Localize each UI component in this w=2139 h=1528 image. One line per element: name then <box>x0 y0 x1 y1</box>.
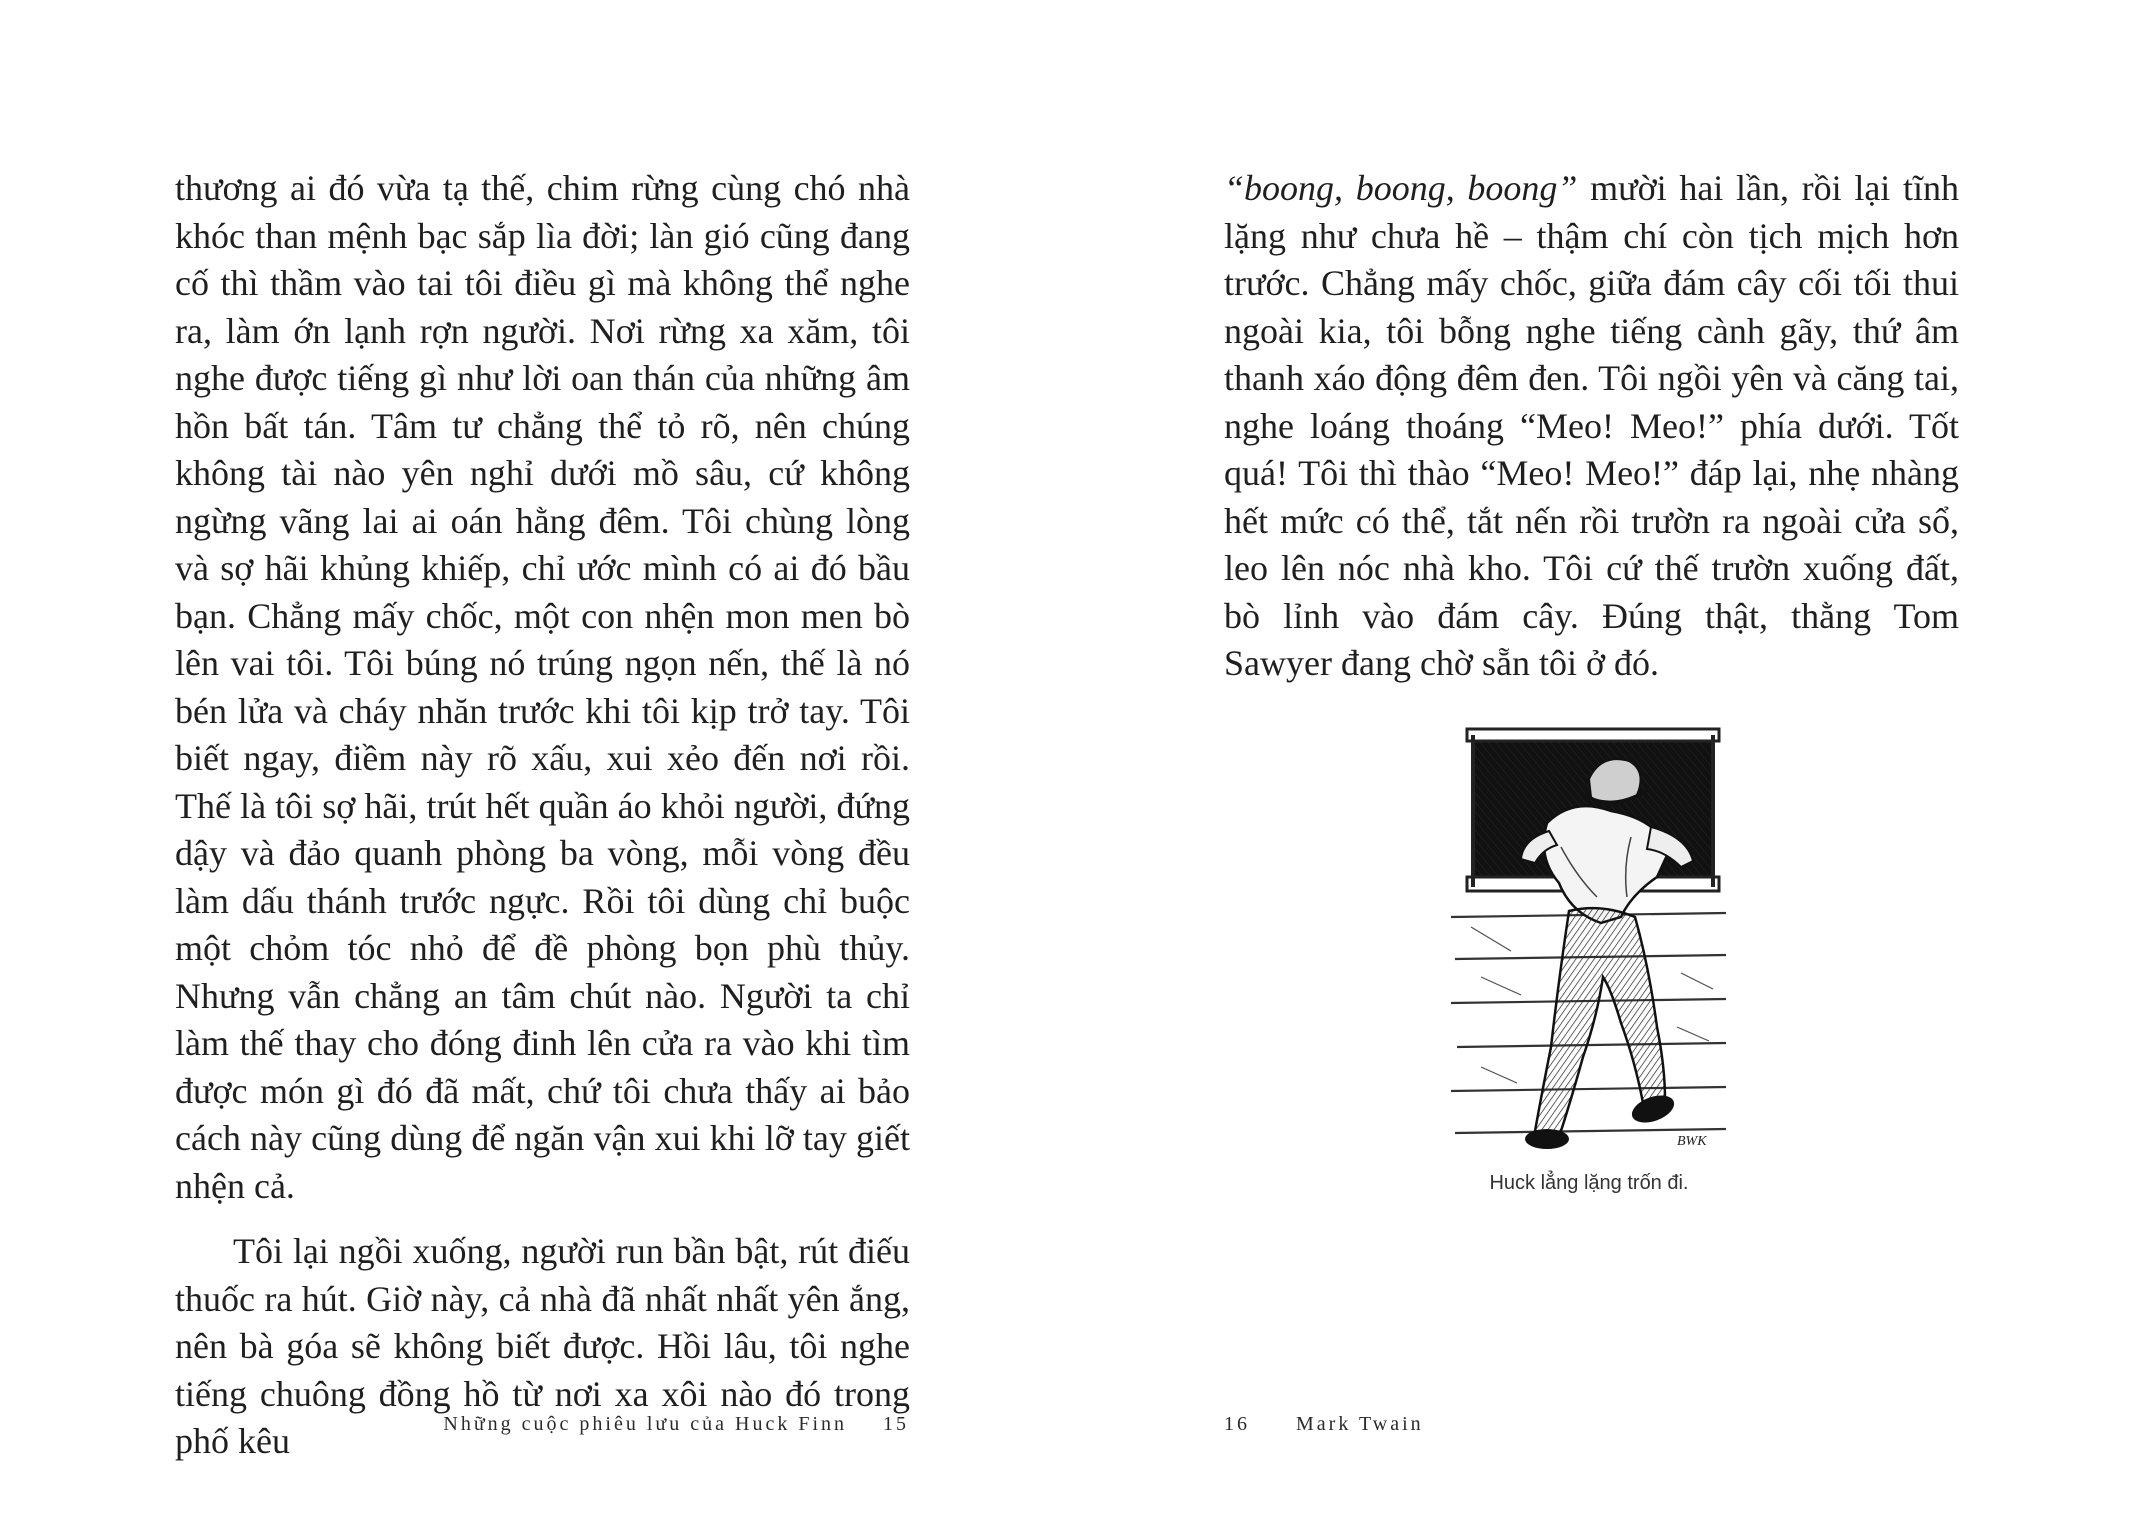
left-page-body <box>175 165 910 1466</box>
right-page-body <box>1224 165 1959 688</box>
left-page <box>0 0 1069 1528</box>
page-number: 15 <box>883 1413 909 1435</box>
right-page <box>1069 0 2139 1528</box>
body-paragraph <box>1224 165 1959 688</box>
artist-signature: BWK <box>1677 1134 1707 1149</box>
body-paragraph: Tôi lại ngồi xuống, người run bần bật, rút điếu thuốc ra hút. Giờ này, cả nhà đã nhất nhất yên ắng, nên bà góa sẽ không biết được. Hồi lâu, tôi nghe tiếng chuông đồng hồ từ nơi xa xôi nào đó trong phố kêu <box>175 1231 910 1461</box>
paragraph-text: mười hai lần, rồi lại tĩnh lặng như chưa hề – thậm chí còn tịch mịch hơn trước. Chẳng mấy chốc, giữa đám cây cối tối thui ngoài kia, tôi bỗng nghe tiếng cành gãy, thứ âm thanh xáo động đêm đen. Tôi ngồi yên và căng tai, nghe loáng thoáng “Meo! Meo!” phía dưới. Tốt quá! Tôi thì thào “Meo! Meo!” đáp lại, nhẹ nhàng hết mức có thể, tắt nến rồi trườn ra ngoài cửa sổ, leo lên nóc nhà kho. Tôi cứ thế trườn xuống đất, bò lỉnh vào đám cây. Đúng thật, thằng Tom Sawyer đang chờ sẵn tôi ở đó. <box>1224 168 1959 683</box>
page-number: 16 <box>1224 1413 1250 1435</box>
body-paragraph: thương ai đó vừa tạ thế, chim rừng cùng chó nhà khóc than mệnh bạc sắp lìa đời; làn gió cũng đang cố thì thầm vào tai tôi điều gì mà không thể nghe ra, làm ớn lạnh rợn người. Nơi rừng xa xăm, tôi nghe được tiếng gì như lời oan thán của những âm hồn bất tán. Tâm tư chẳng thể tỏ rõ, nên chúng không tài nào yên nghỉ dưới mồ sâu, cứ không ngừng vãng lai ai oán hằng đêm. Tôi chùng lòng và sợ hãi khủng khiếp, chỉ ước mình có ai đó bầu bạn. Chẳng mấy chốc, một con nhện mon men bò lên vai tôi. Tôi búng nó trúng ngọn nến, thế là nó bén lửa và cháy nhăn trước khi tôi kịp trở tay. Tôi biết ngay, điềm này rõ xấu, xui xẻo đến nơi rồi. Thế là tôi sợ hãi, trút hết quần áo khỏi người, đứng dậy và đảo quanh phòng ba vòng, mỗi vòng đều làm dấu thánh trước ngực. Rồi tôi dùng chỉ buộc một chỏm tóc nhỏ để đề phòng bọn phù thủy. Nhưng vẫn chẳng an tâm chút nào. Người ta chỉ làm thế thay cho đóng đinh lên cửa ra vào khi tìm được món gì đó đã mất, chứ tôi chưa thấy ai bảo cách này cũng dùng để ngăn vận xui khi lỡ tay giết nhện cả. <box>175 168 910 1206</box>
author-footer: Mark Twain <box>1296 1413 1424 1435</box>
huck-window-illustration <box>1451 727 1726 1155</box>
italic-sound-text: “boong, boong, boong” <box>1224 168 1578 208</box>
right-running-footer <box>1224 1413 1424 1436</box>
left-running-footer <box>443 1413 909 1436</box>
book-title-footer: Những cuộc phiêu lưu của Huck Finn <box>443 1413 847 1435</box>
illustration-caption: Huck lẳng lặng trốn đi. <box>1489 1172 1689 1194</box>
